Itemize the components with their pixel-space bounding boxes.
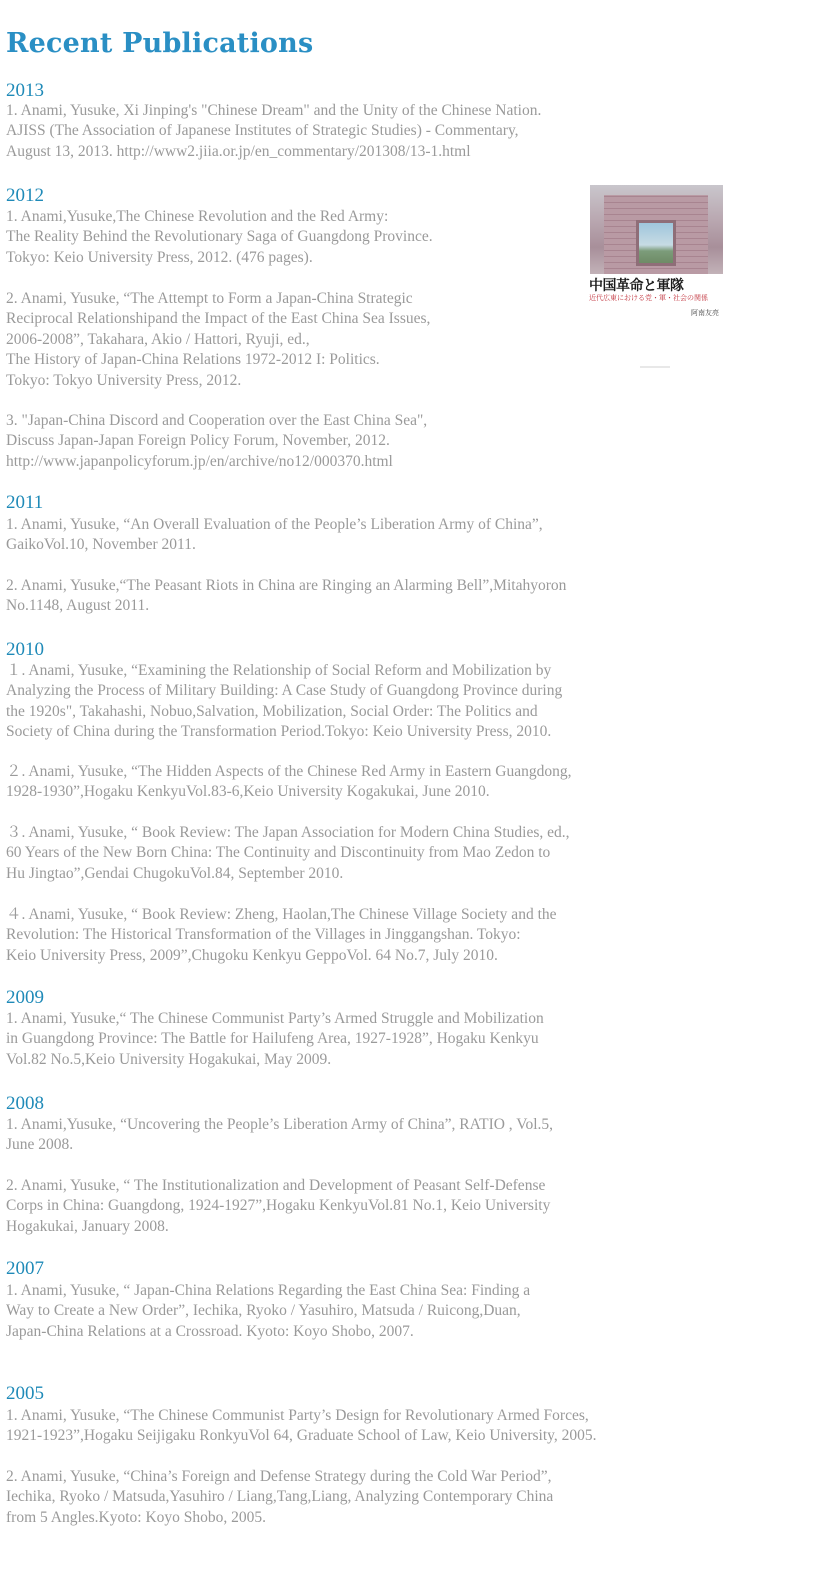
publication-entry <box>6 411 427 472</box>
entry-line: http://www.japanpolicyforum.jp/en/archive/no12/000370.html <box>6 452 393 470</box>
entry-line: Hu Jingtao”,Gendai ChugokuVol.84, September 2010. <box>6 864 344 882</box>
entry-line: １. Anami, Yusuke, “Examining the Relationship of Social Reform and Mobilization by <box>6 662 552 679</box>
entry-line: 60 Years of the New Born China: The Continuity and Discontinuity from Mao Zedon to <box>6 844 551 862</box>
publication-entry <box>6 1009 544 1070</box>
entry-line: Iechika, Ryoko / Matsuda,Yasuhiro / Liang,Tang,Liang, Analyzing Contemporary China <box>6 1488 554 1506</box>
book-cover-image <box>588 185 724 371</box>
entry-line: 3. "Japan-China Discord and Cooperation over the East China Sea", <box>6 412 428 429</box>
year-heading: 2010 <box>6 639 44 660</box>
entry-line: 2. Anami, Yusuke,“The Peasant Riots in China are Ringing an Alarming Bell”,Mitahyoron <box>6 577 567 594</box>
cover-photo <box>590 185 723 274</box>
entry-line: Discuss Japan-Japan Foreign Policy Forum, November, 2012. <box>6 432 390 450</box>
entry-line: 2. Anami, Yusuke, “ The Institutionalization and Development of Peasant Self-Defense <box>6 1177 546 1194</box>
year-heading: 2013 <box>6 80 44 101</box>
entry-line: 2. Anami, Yusuke, “The Attempt to Form a Japan-China Strategic <box>6 290 413 307</box>
entry-line: Hogakukai, January 2008. <box>6 1217 169 1235</box>
entry-line: 2. Anami, Yusuke, “China’s Foreign and Defense Strategy during the Cold War Period”, <box>6 1468 552 1485</box>
entry-line: Revolution: The Historical Transformation of the Villages in Jinggangshan. Tokyo: <box>6 926 521 944</box>
entry-line: 1. Anami, Yusuke, “The Chinese Communist Party’s Design for Revolutionary Armed Forces, <box>6 1407 589 1424</box>
year-heading: 2011 <box>6 492 44 513</box>
entry-line: from 5 Angles.Kyoto: Koyo Shobo, 2005. <box>6 1508 267 1526</box>
year-heading: 2008 <box>6 1093 44 1114</box>
publication-entry <box>6 762 572 803</box>
entry-line: Japan-China Relations at a Crossroad. Kyoto: Koyo Shobo, 2007. <box>6 1322 414 1340</box>
entry-line: ２. Anami, Yusuke, “The Hidden Aspects of the Chinese Red Army in Eastern Guangdong, <box>6 763 572 780</box>
publication-entry <box>6 661 562 743</box>
cover-publisher-mark <box>640 366 670 368</box>
cover-gate <box>636 220 676 266</box>
entry-line: 1. Anami, Yusuke, Xi Jinping's "Chinese Dream" and the Unity of the Chinese Nation. <box>6 102 542 119</box>
year-heading: 2012 <box>6 185 44 206</box>
entry-line: 1. Anami, Yusuke,“ The Chinese Communist Party’s Armed Struggle and Mobilization <box>6 1010 544 1027</box>
entry-line: Tokyo: Tokyo University Press, 2012. <box>6 371 242 389</box>
publication-entry <box>6 905 557 966</box>
cover-subtitle: 近代広東における党・軍・社会の関係 <box>589 294 708 302</box>
entry-line: August 13, 2013. http://www2.jiia.or.jp/en_commentary/201308/13-1.html <box>6 142 471 160</box>
publication-entry <box>6 1406 597 1447</box>
publication-entry <box>6 1467 553 1528</box>
entry-line: AJISS (The Association of Japanese Institutes of Strategic Studies) - Commentary, <box>6 122 519 140</box>
entry-line: the 1920s", Takahashi, Nobuo,Salvation, Mobilization, Social Order: The Politics and <box>6 702 538 720</box>
year-heading: 2007 <box>6 1258 44 1279</box>
entry-line: Reciprocal Relationshipand the Impact of the East China Sea Issues, <box>6 310 431 328</box>
entry-line: Way to Create a New Order”, Iechika, Ryoko / Yasuhiro, Matsuda / Ruicong,Duan, <box>6 1302 521 1320</box>
entry-line: 1928-1930”,Hogaku KenkyuVol.83-6,Keio University Kogakukai, June 2010. <box>6 783 490 801</box>
entry-line: Corps in China: Guangdong, 1924-1927”,Hogaku KenkyuVol.81 No.1, Keio University <box>6 1197 551 1215</box>
publication-entry <box>6 1176 550 1237</box>
publication-entry <box>6 823 570 884</box>
entry-line: 1. Anami,Yusuke, “Uncovering the People’s Liberation Army of China”, RATIO , Vol.5, <box>6 1116 554 1133</box>
entry-line: ３. Anami, Yusuke, “ Book Review: The Japan Association for Modern China Studies, ed., <box>6 824 570 841</box>
entry-line: Keio University Press, 2009”,Chugoku Kenkyu GeppoVol. 64 No.7, July 2010. <box>6 946 498 964</box>
entry-line: No.1148, August 2011. <box>6 597 150 615</box>
publication-entry <box>6 289 430 391</box>
entry-line: in Guangdong Province: The Battle for Hailufeng Area, 1927-1928”, Hogaku Kenkyu <box>6 1030 539 1048</box>
year-heading: 2005 <box>6 1383 44 1404</box>
page-title: Recent Publications <box>6 28 314 59</box>
entry-line: ４. Anami, Yusuke, “ Book Review: Zheng, Haolan,The Chinese Village Society and the <box>6 906 557 923</box>
publication-entry <box>6 576 566 617</box>
entry-line: 1921-1923”,Hogaku Seijigaku RonkyuVol 64, Graduate School of Law, Keio University, 2005. <box>6 1427 597 1445</box>
publication-entry <box>6 1115 553 1156</box>
entry-line: 1. Anami,Yusuke,The Chinese Revolution and the Red Army: <box>6 208 389 225</box>
entry-line: June 2008. <box>6 1136 74 1154</box>
cover-title: 中国革命と軍隊 <box>589 278 684 294</box>
entry-line: The Reality Behind the Revolutionary Saga of Guangdong Province. <box>6 228 433 246</box>
entry-line: The History of Japan-China Relations 1972-2012 I: Politics. <box>6 351 380 369</box>
entry-line: Analyzing the Process of Military Building: A Case Study of Guangdong Province during <box>6 682 563 700</box>
entry-line: 1. Anami, Yusuke, “An Overall Evaluation of the People’s Liberation Army of China”, <box>6 516 543 533</box>
entry-line: Vol.82 No.5,Keio University Hogakukai, May 2009. <box>6 1050 332 1068</box>
publication-entry <box>6 515 543 556</box>
cover-author: 阿南友亮 <box>691 309 719 317</box>
entry-line: Society of China during the Transformation Period.Tokyo: Keio University Press, 2010. <box>6 723 552 741</box>
entry-line: GaikoVol.10, November 2011. <box>6 536 196 554</box>
year-heading: 2009 <box>6 987 44 1008</box>
publication-entry <box>6 1281 530 1342</box>
entry-line: 1. Anami, Yusuke, “ Japan-China Relations Regarding the East China Sea: Finding a <box>6 1282 531 1299</box>
publication-entry <box>6 101 541 162</box>
entry-line: Tokyo: Keio University Press, 2012. (476 pages). <box>6 248 313 266</box>
entry-line: 2006-2008”, Takahara, Akio / Hattori, Ryuji, ed., <box>6 330 310 348</box>
publication-entry <box>6 207 433 268</box>
